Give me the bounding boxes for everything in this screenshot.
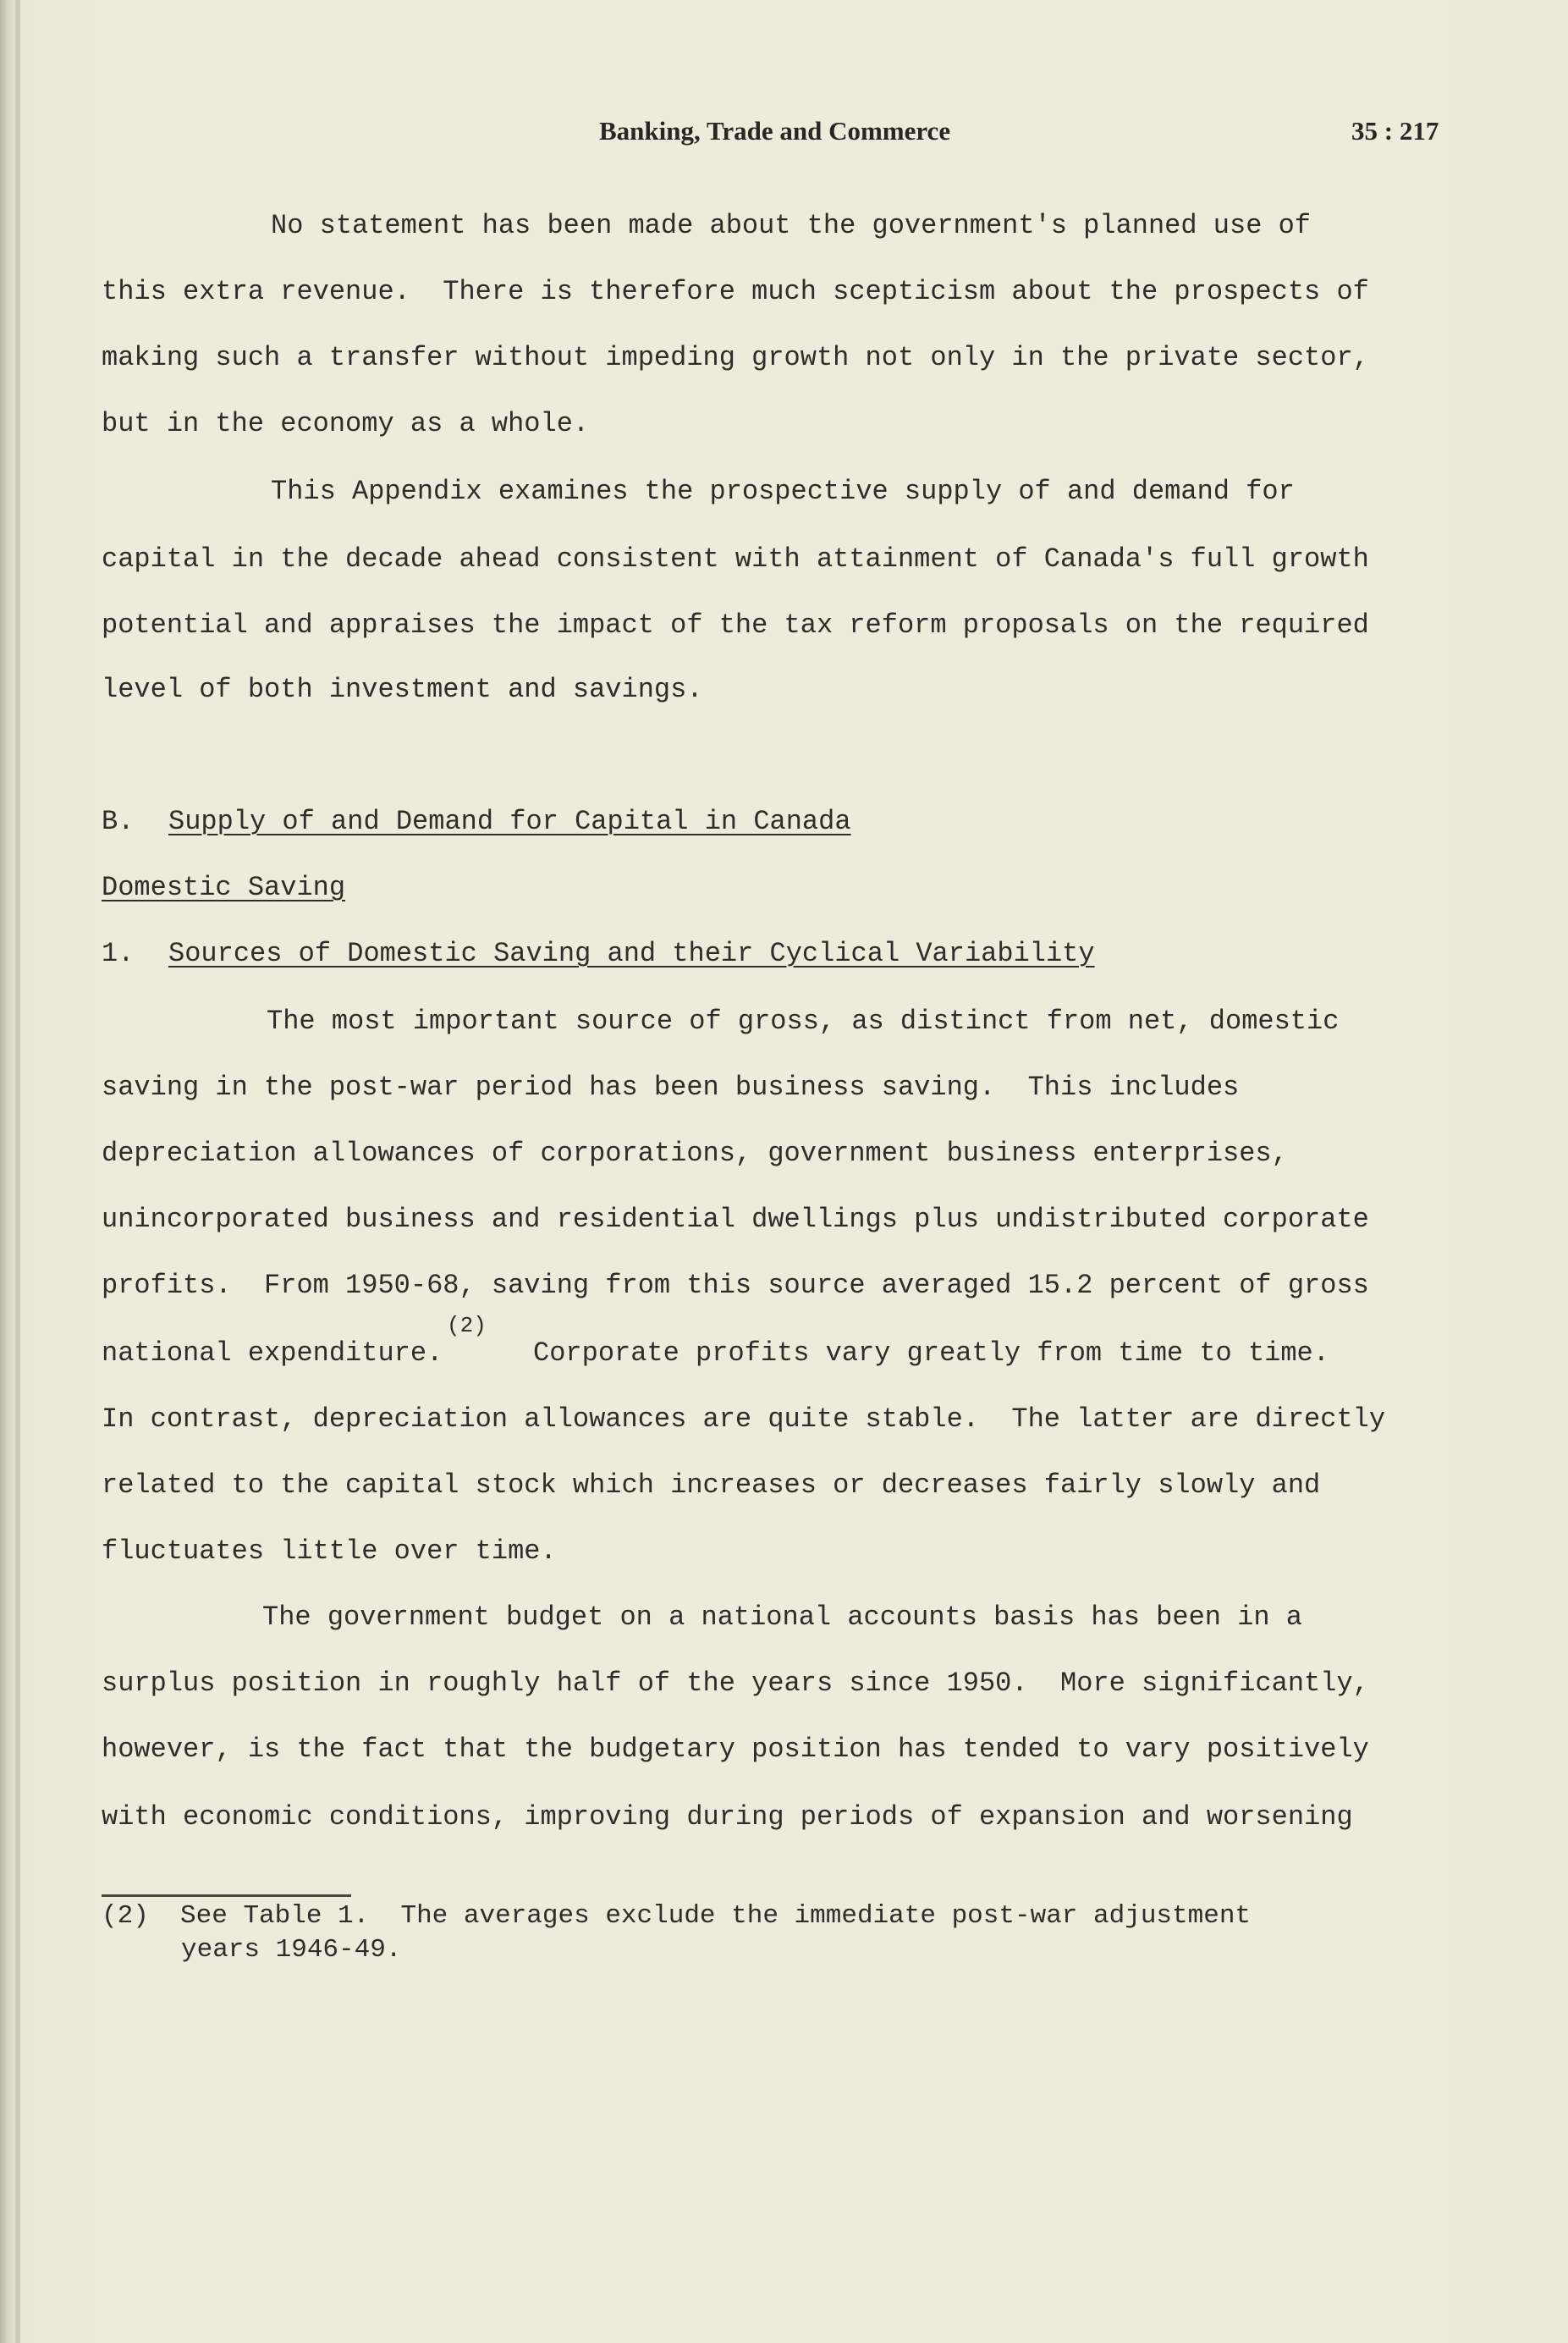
section-letter: B. bbox=[102, 806, 135, 837]
paragraph-line: capital in the decade ahead consistent with attainment of Canada's full growth bbox=[102, 543, 1369, 575]
paragraph-line: depreciation allowances of corporations, government business enterprises, bbox=[102, 1138, 1288, 1169]
footnote bbox=[102, 1899, 1371, 1967]
footnote-reference: (2) bbox=[447, 1313, 487, 1338]
paragraph-line: but in the economy as a whole. bbox=[102, 408, 590, 439]
paragraph-line: potential and appraises the impact of the tax reform proposals on the required bbox=[102, 609, 1369, 641]
paragraph-line: The most important source of gross, as distinct from net, domestic bbox=[267, 1006, 1340, 1037]
running-title: Banking, Trade and Commerce bbox=[599, 116, 951, 146]
paragraph-line: This Appendix examines the prospective supply of and demand for bbox=[271, 476, 1295, 507]
paragraph-line: unincorporated business and residential dwellings plus undistributed corporate bbox=[102, 1204, 1369, 1235]
footnote-text: See Table 1. The averages exclude the immediate post-war adjustment bbox=[180, 1901, 1252, 1931]
paragraph-line: related to the capital stock which increases or decreases fairly slowly and bbox=[102, 1469, 1321, 1501]
item-number: 1. bbox=[102, 938, 135, 969]
paragraph-line: national expenditure. bbox=[102, 1337, 443, 1369]
paragraph-line: this extra revenue. There is therefore much scepticism about the prospects of bbox=[102, 276, 1369, 307]
paragraph-line: profits. From 1950-68, saving from this source averaged 15.2 percent of gross bbox=[102, 1270, 1369, 1301]
paragraph-line: level of both investment and savings. bbox=[102, 674, 703, 705]
paragraph-line: In contrast, depreciation allowances are quite stable. The latter are directly bbox=[102, 1403, 1386, 1435]
paragraph-line: Corporate profits vary greatly from time to time. bbox=[533, 1337, 1329, 1369]
paragraph-line: surplus position in roughly half of the years since 1950. More significantly, bbox=[102, 1668, 1369, 1699]
paragraph-line: making such a transfer without impeding growth not only in the private sector, bbox=[102, 342, 1369, 373]
subsection-heading: Domestic Saving bbox=[102, 872, 346, 903]
footnote-rule bbox=[102, 1894, 351, 1897]
footnote-line: years 1946-49. bbox=[181, 1935, 402, 1965]
paragraph-line: with economic conditions, improving during periods of expansion and worsening bbox=[102, 1801, 1353, 1833]
paragraph-line: however, is the fact that the budgetary position has tended to vary positively bbox=[102, 1734, 1369, 1765]
page-number: 35 : 217 bbox=[1351, 116, 1439, 146]
paragraph-line: saving in the post-war period has been business saving. This includes bbox=[102, 1072, 1240, 1103]
footnote-marker: (2) bbox=[102, 1901, 149, 1931]
paragraph-line: fluctuates little over time. bbox=[102, 1535, 557, 1567]
section-heading: Supply of and Demand for Capital in Canada bbox=[168, 806, 851, 837]
paragraph-line: No statement has been made about the government's planned use of bbox=[271, 210, 1311, 241]
item-heading: Sources of Domestic Saving and their Cyclical Variability bbox=[168, 938, 1095, 969]
paragraph-line: The government budget on a national accounts basis has been in a bbox=[262, 1602, 1302, 1633]
footnote-line bbox=[102, 1899, 1371, 1933]
